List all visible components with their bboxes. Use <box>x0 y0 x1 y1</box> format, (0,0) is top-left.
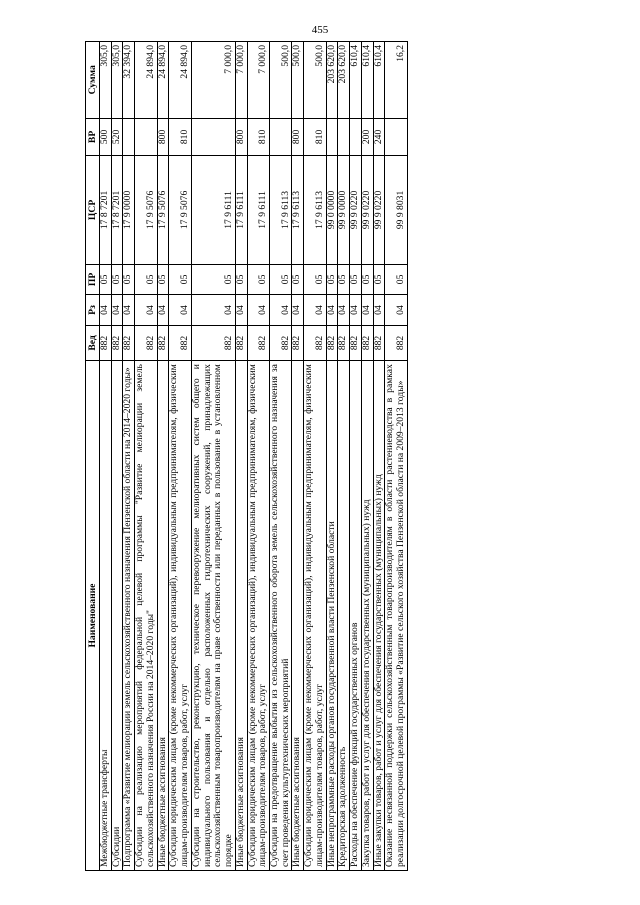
cell-csr: 17 9 6111 <box>191 156 235 264</box>
cell-ved: 882 <box>350 325 362 360</box>
table-row <box>135 42 157 871</box>
cell-ved: 882 <box>385 325 407 360</box>
cell-csr: 17 9 6113 <box>270 156 292 264</box>
cell-ved: 882 <box>247 325 269 360</box>
cell-sum: 500,0 <box>292 42 304 119</box>
cell-pr: 05 <box>135 264 157 295</box>
cell-name: Межбюджетные трансферты <box>100 361 112 871</box>
cell-vr: 810 <box>169 118 191 156</box>
header-sum: Сумма <box>86 42 100 119</box>
cell-ved: 882 <box>338 325 350 360</box>
cell-pr: 05 <box>338 264 350 295</box>
cell-rz: 04 <box>111 295 123 326</box>
cell-csr: 17 9 6111 <box>235 156 247 264</box>
cell-name: Иные закупки товаров, работ и услуг для обеспечения государственных (муниципальных) нужд <box>373 361 385 871</box>
header-pr: ПР <box>86 264 100 295</box>
table-row <box>385 42 407 871</box>
cell-ved: 882 <box>235 325 247 360</box>
cell-sum: 16,2 <box>385 42 407 119</box>
cell-ved: 882 <box>111 325 123 360</box>
table-row <box>100 42 112 871</box>
cell-rz: 04 <box>157 295 169 326</box>
cell-sum: 7 000,0 <box>247 42 269 119</box>
cell-pr: 05 <box>304 264 326 295</box>
cell-sum: 203 620,0 <box>326 42 338 119</box>
table-row <box>111 42 123 871</box>
cell-pr: 05 <box>111 264 123 295</box>
header-vr: ВР <box>86 118 100 156</box>
cell-name: Субсидии <box>111 361 123 871</box>
cell-csr: 99 9 0220 <box>350 156 362 264</box>
cell-sum: 24 894,0 <box>169 42 191 119</box>
cell-vr <box>270 118 292 156</box>
cell-ved: 882 <box>135 325 157 360</box>
cell-csr: 99 9 0220 <box>373 156 385 264</box>
cell-sum: 305,0 <box>100 42 112 119</box>
cell-name: Субсидии на реализацию мероприятий федеральной целевой программы "Развитие мелиорации земель сельскохозяйственного назначения России на 2014–2020 годы" <box>135 361 157 871</box>
table-row <box>373 42 385 871</box>
cell-rz: 04 <box>135 295 157 326</box>
cell-rz: 04 <box>385 295 407 326</box>
cell-name: Субсидии юридическим лицам (кроме некоммерческих организаций), индивидуальным предпринимателям, физическим лицам-производителям товаров, работ, услуг <box>169 361 191 871</box>
cell-rz: 04 <box>361 295 373 326</box>
table-row <box>157 42 169 871</box>
cell-vr <box>191 118 235 156</box>
cell-ved: 882 <box>123 325 135 360</box>
cell-vr: 810 <box>247 118 269 156</box>
cell-name: Иные бюджетные ассигнования <box>235 361 247 871</box>
cell-name: Субсидии юридическим лицам (кроме некоммерческих организаций), индивидуальным предпринимателям, физическим лицам-производителям товаров, работ, услуг <box>247 361 269 871</box>
cell-sum: 7 000,0 <box>191 42 235 119</box>
cell-ved: 882 <box>361 325 373 360</box>
cell-vr <box>338 118 350 156</box>
cell-rz: 04 <box>292 295 304 326</box>
table-row <box>123 42 135 871</box>
rotated-table-container <box>85 41 605 871</box>
cell-rz: 04 <box>373 295 385 326</box>
cell-rz: 04 <box>191 295 235 326</box>
cell-pr: 05 <box>350 264 362 295</box>
cell-csr: 99 9 8031 <box>385 156 407 264</box>
cell-rz: 04 <box>100 295 112 326</box>
cell-name: Иные бюджетные ассигнования <box>292 361 304 871</box>
cell-vr: 800 <box>235 118 247 156</box>
cell-pr: 05 <box>270 264 292 295</box>
cell-csr: 17 9 5076 <box>157 156 169 264</box>
cell-vr <box>135 118 157 156</box>
table-row <box>169 42 191 871</box>
cell-name: Иные бюджетные ассигнования <box>157 361 169 871</box>
cell-pr: 05 <box>235 264 247 295</box>
cell-sum: 500,0 <box>304 42 326 119</box>
cell-ved: 882 <box>326 325 338 360</box>
cell-ved: 882 <box>304 325 326 360</box>
cell-vr: 800 <box>292 118 304 156</box>
table-row <box>292 42 304 871</box>
cell-vr: 500 <box>100 118 112 156</box>
cell-name: Субсидии на предотвращение выбытия из сельскохозяйственного оборота земель сельскохозяйственного назначения за счет проведения культуртехнических мероприятий <box>270 361 292 871</box>
cell-sum: 7 000,0 <box>235 42 247 119</box>
cell-pr: 05 <box>292 264 304 295</box>
cell-rz: 04 <box>123 295 135 326</box>
cell-pr: 05 <box>247 264 269 295</box>
cell-csr: 99 0 0000 <box>326 156 338 264</box>
cell-vr <box>350 118 362 156</box>
cell-sum: 32 394,0 <box>123 42 135 119</box>
cell-sum: 610,4 <box>350 42 362 119</box>
table-row <box>361 42 373 871</box>
cell-name: Расходы на обеспечение функций государственных органов <box>350 361 362 871</box>
cell-name: Субсидии на строительство, реконструкцию, техническое перевооружение мелиоративных систем общего и индивидуального пользования и отдельно расположенных гидротехнических сооружений, принадлежащих сельскохозяйственным товаропроизводителям на праве собственности или переданных в пользование в установленном порядке <box>191 361 235 871</box>
cell-vr: 200 <box>361 118 373 156</box>
cell-csr: 17 9 0000 <box>123 156 135 264</box>
cell-rz: 04 <box>326 295 338 326</box>
cell-csr: 17 9 5076 <box>135 156 157 264</box>
header-rz: Рз <box>86 295 100 326</box>
table-row <box>350 42 362 871</box>
cell-pr: 05 <box>169 264 191 295</box>
cell-rz: 04 <box>169 295 191 326</box>
table-header-row <box>86 42 100 871</box>
cell-name: Оказание несвязанной поддержки сельскохозяйственным товаропроизводителям в области растениеводства в рамках реализации долгосрочной целевой программы «Развитие сельского хозяйства Пензенской области на 2009–2013 годы» <box>385 361 407 871</box>
cell-sum: 610,4 <box>373 42 385 119</box>
cell-vr: 520 <box>111 118 123 156</box>
cell-sum: 610,4 <box>361 42 373 119</box>
cell-ved: 882 <box>373 325 385 360</box>
cell-rz: 04 <box>235 295 247 326</box>
cell-csr: 17 9 6113 <box>304 156 326 264</box>
cell-csr: 17 8 7201 <box>100 156 112 264</box>
cell-vr <box>326 118 338 156</box>
cell-sum: 24 894,0 <box>157 42 169 119</box>
cell-vr: 240 <box>373 118 385 156</box>
header-name: Наименование <box>86 361 100 871</box>
cell-pr: 05 <box>361 264 373 295</box>
cell-name: Подпрограмма «Развитие мелиорации земель сельскохозяйственного назначения Пензенской области на 2014–2020 годы» <box>123 361 135 871</box>
table-row <box>338 42 350 871</box>
cell-vr: 810 <box>304 118 326 156</box>
cell-csr: 99 9 0220 <box>361 156 373 264</box>
cell-csr: 17 9 6113 <box>292 156 304 264</box>
cell-vr: 800 <box>157 118 169 156</box>
table-row <box>304 42 326 871</box>
cell-rz: 04 <box>270 295 292 326</box>
cell-name: Субсидии юридическим лицам (кроме некоммерческих организаций), индивидуальным предпринимателям, физическим лицам-производителям товаров, работ, услуг <box>304 361 326 871</box>
table-row <box>247 42 269 871</box>
cell-csr: 17 9 6111 <box>247 156 269 264</box>
cell-name: Иные непрограммные расходы органов государственной власти Пензенской области <box>326 361 338 871</box>
cell-ved: 882 <box>292 325 304 360</box>
cell-rz: 04 <box>304 295 326 326</box>
page-number: 455 <box>311 24 329 36</box>
header-csr: ЦСР <box>86 156 100 264</box>
cell-vr <box>123 118 135 156</box>
cell-sum: 500,0 <box>270 42 292 119</box>
table-row <box>326 42 338 871</box>
cell-name: Закупка товаров, работ и услуг для обеспечения государственных (муниципальных) нужд <box>361 361 373 871</box>
table-row <box>270 42 292 871</box>
cell-vr <box>385 118 407 156</box>
cell-sum: 203 620,0 <box>338 42 350 119</box>
table-row <box>235 42 247 871</box>
cell-pr: 05 <box>385 264 407 295</box>
table-body <box>100 42 408 871</box>
table-row <box>191 42 235 871</box>
budget-table <box>85 41 408 871</box>
cell-ved: 882 <box>157 325 169 360</box>
cell-csr: 17 9 5076 <box>169 156 191 264</box>
cell-pr: 05 <box>191 264 235 295</box>
cell-sum: 24 894,0 <box>135 42 157 119</box>
cell-rz: 04 <box>247 295 269 326</box>
cell-name: Кредиторская задолженность <box>338 361 350 871</box>
cell-pr: 05 <box>123 264 135 295</box>
cell-ved: 882 <box>270 325 292 360</box>
cell-sum: 305,0 <box>111 42 123 119</box>
cell-csr: 17 8 7201 <box>111 156 123 264</box>
cell-rz: 04 <box>338 295 350 326</box>
cell-ved: 882 <box>169 325 191 360</box>
cell-ved: 882 <box>191 325 235 360</box>
cell-pr: 05 <box>373 264 385 295</box>
cell-pr: 05 <box>326 264 338 295</box>
header-ved: Вед <box>86 325 100 360</box>
cell-rz: 04 <box>350 295 362 326</box>
cell-csr: 99 9 0000 <box>338 156 350 264</box>
cell-pr: 05 <box>157 264 169 295</box>
cell-ved: 882 <box>100 325 112 360</box>
cell-pr: 05 <box>100 264 112 295</box>
